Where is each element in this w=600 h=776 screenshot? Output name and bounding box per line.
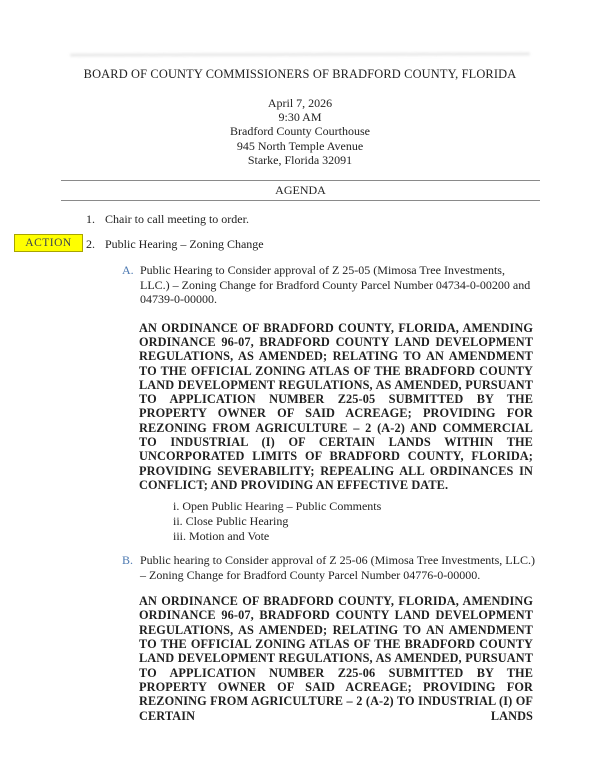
action-highlight-badge: ACTION: [14, 234, 83, 252]
subitem-b-letter: B.: [122, 553, 134, 568]
agenda-item-1: [86, 212, 560, 226]
agenda-subitem-a: [122, 263, 536, 306]
subitem-a-text: Public Hearing to Consider approval of Z 25-05 (Mimosa Tree Investments, LLC.) – Zoning Change for Bradford County Parcel Number 04734-0-00200 and 04739-0-00000.: [140, 263, 531, 307]
document-title: BOARD OF COUNTY COMMISSIONERS OF BRADFORD COUNTY, FLORIDA: [83, 67, 517, 81]
meeting-info-block: [0, 96, 600, 167]
subitem-a-letter: A.: [122, 263, 134, 278]
item-1-number: 1.: [86, 212, 95, 227]
hearing-step-open: i. Open Public Hearing – Public Comments: [173, 499, 382, 514]
hearing-step-motion: iii. Motion and Vote: [173, 528, 270, 543]
item-2-text: Public Hearing – Zoning Change: [105, 237, 264, 252]
agenda-subitem-b: [122, 553, 536, 582]
agenda-section-heading: AGENDA: [61, 180, 540, 201]
meeting-city-state-zip: Starke, Florida 32091: [247, 152, 353, 167]
meeting-time: 9:30 AM: [278, 110, 322, 125]
item-1-text: Chair to call meeting to order.: [105, 212, 249, 227]
hearing-steps-list: [173, 499, 600, 543]
agenda-item-2: [25, 237, 560, 252]
meeting-location: Bradford County Courthouse: [230, 124, 370, 139]
ordinance-text-b: AN ORDINANCE OF BRADFORD COUNTY, FLORIDA, AMENDING ORDINANCE 96-07, BRADFORD COUNTY LAND DEVELOPMENT REGULATIONS, AS AMENDED; RELATING TO AN AMENDMENT TO THE OFFICIAL ZONING ATLAS OF THE BRADFORD COUNTY LAND DEVELOPMENT REGULATIONS, AS AMENDED, PURSUANT TO APPLICATION NUMBER Z25-06 SUBMITTED BY THE PROPERTY OWNER OF SAID ACREAGE; PROVIDING FOR REZONING FROM AGRICULTURE – 2 (A-2) TO INDUSTRIAL (I) OF CERTAIN LANDS: [139, 594, 533, 723]
ordinance-text-a: AN ORDINANCE OF BRADFORD COUNTY, FLORIDA, AMENDING ORDINANCE 96-07, BRADFORD COUNTY LAND DEVELOPMENT REGULATIONS, AS AMENDED; RELATING TO AN AMENDMENT TO THE OFFICIAL ZONING ATLAS OF THE BRADFORD COUNTY LAND DEVELOPMENT REGULATIONS, AS AMENDED, PURSUANT TO APPLICATION NUMBER Z25-05 SUBMITTED BY THE PROPERTY OWNER OF SAID ACREAGE; PROVIDING FOR REZONING FROM AGRICULTURE – 2 (A-2) AND COMMERCIAL TO INDUSTRIAL (I) OF CERTAIN LANDS WITHIN THE UNCORPORATED LIMITS OF BRADFORD COUNTY, FLORIDA; PROVIDING SEVERABILITY; REPEALING ALL ORDINANCES IN CONFLICT; AND PROVIDING AN EFFECTIVE DATE.: [139, 320, 533, 492]
hearing-step-close: ii. Close Public Hearing: [173, 513, 289, 528]
subitem-b-text: Public hearing to Consider approval of Z 25-06 (Mimosa Tree Investments, LLC.) – Zoning Change for Bradford County Parcel Number 04776-0-00000.: [140, 553, 535, 582]
item-2-number: 2.: [86, 237, 95, 252]
meeting-date: April 7, 2026: [267, 96, 333, 110]
meeting-address: 945 North Temple Avenue: [236, 138, 364, 153]
